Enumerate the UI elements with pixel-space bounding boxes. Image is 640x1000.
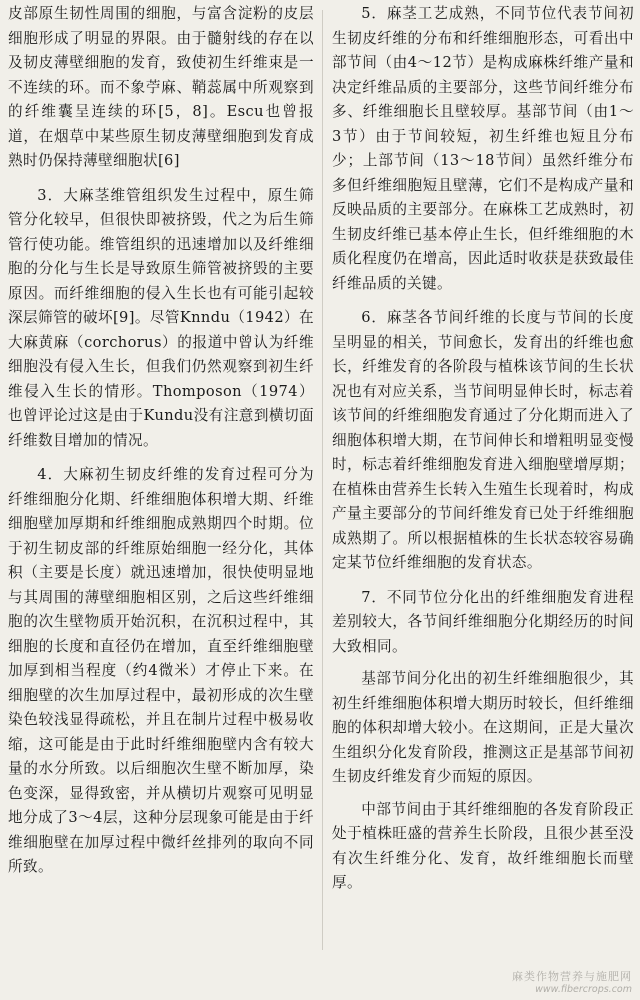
left-column — [8, 2, 314, 966]
paragraph-point-5: 5．麻茎工艺成熟，不同节位代表节间初生韧皮纤维的分布和纤维细胞形态，可看出中部节间（由4～12节）是构成麻株纤维产量和决定纤维品质的主要部分，这些节间纤维分布多、纤维细胞长且壁较厚。基部节间（由1～3节）由于节间较短，初生纤维也短且分布少；上部节间（13～18节间）虽然纤维分布多但纤维细胞短且壁薄，它们不是构成产量和反映品质的主要部分。在麻株工艺成熟时，初生韧皮纤维已基本停止生长，但纤维细胞的木质化程度仍在增高，因此适时收获是获致最佳纤维品质的关键。 — [332, 5, 634, 292]
right-column — [332, 2, 634, 966]
paragraph-middle-internodes: 中部节间由于其纤维细胞的各发育阶段正处于植株旺盛的营养生长阶段，且很少甚至没有次生纤维分化、发育，故纤维细胞长而壁厚。 — [332, 800, 634, 891]
watermark-url: www.fibercrops.com — [535, 984, 632, 995]
paragraph-point-4: 4．大麻初生韧皮纤维的发育过程可分为纤维细胞分化期、纤维细胞体积增大期、纤维细胞壁加厚期和纤维细胞成熟期四个时期。位于初生韧皮部的纤维原始细胞一经分化，其体积（主要是长度）就迅速增加，很快使明显地与其周围的薄壁细胞相区别，之后这些纤维细胞的次生壁物质开始沉积，在沉积过程中，其细胞的长度和直径仍在增加，直至纤维细胞壁加厚到相当程度（约4微米）才停止下来。在细胞壁的次生加厚过程中，最初形成的次生壁染色较浅显得疏松，并且在制片过程中极易收缩，这可能是由于此时纤维细胞壁内含有较大量的水分所致。以后细胞次生壁不断加厚，染色变深，显得致密，并从横切片观察可见明显地分成了3～4层，这种分层现象可能是由于纤维细胞壁在加厚过程中微纤丝排列的取向不同所致。 — [8, 466, 314, 875]
paragraph-basal-internodes: 基部节间分化出的初生纤维细胞很少，其初生纤维细胞体积增大期历时较长，但纤维细胞的体积却增大较小。在这期间，正是大量次生组织分化发育阶段，推测这正是基部节间初生韧皮纤维发育少而短的原因。 — [332, 670, 634, 785]
paragraph-point-6: 6．麻茎各节间纤维的长度与节间的长度呈明显的相关，节间愈长，发育出的纤维也愈长，纤维发育的各阶段与植株该节间的生长状况也有对应关系，当节间明显伸长时，标志着该节间的纤维细胞发育通过了分化期而进入了细胞体积增大期，在节间伸长和增粗明显变慢时，标志着纤维细胞发育进入细胞壁增厚期；在植株由营养生长转入生殖生长现着时，构成产量主要部分的节间纤维发育已处于纤维细胞成熟期了。所以根据植株的生长状态较容易确定某节位纤维细胞的发育状态。 — [332, 309, 634, 571]
site-watermark — [512, 970, 632, 996]
column-divider — [322, 10, 323, 950]
paragraph-point-7: 7．不同节位分化出的纤维细胞发育进程差别较大，各节间纤维细胞分化期经历的时间大致相同。 — [332, 588, 634, 655]
paragraph-point-3: 3．大麻茎维管组织发生过程中，原生筛管分化较早，但很快即被挤毁，代之为后生筛管行使功能。维管组织的迅速增加以及纤维细胞的分化与生长是导致原生筛管被挤毁的主要原因。而纤维细胞的侵入生长也有可能引起较深层筛管的破坏[9]。尽管Knndu（1942）在大麻黄麻（corchorus）的报道中曾认为纤维细胞没有侵入生长，但我们仍然观察到初生纤维侵入生长的情形。Thomposon（1974）也曾评论过这是由于Kundu没有注意到横切面纤维数目增加的情况。 — [8, 186, 314, 449]
watermark-title: 麻类作物营养与施肥网 — [512, 970, 632, 983]
paragraph-continuation: 皮部原生韧性周围的细胞，与富含淀粉的皮层细胞形成了明显的界限。由于髓射线的存在以及韧皮薄壁细胞的发育，致使初生纤维束是一不连续的环。而不象苧麻、鞘蕊属中所观察到的纤维囊呈连续的环[5，8]。Escu也曾报道，在烟草中某些原生韧皮薄壁细胞到发育成熟时仍保持薄壁细胞状[6] — [8, 5, 314, 169]
